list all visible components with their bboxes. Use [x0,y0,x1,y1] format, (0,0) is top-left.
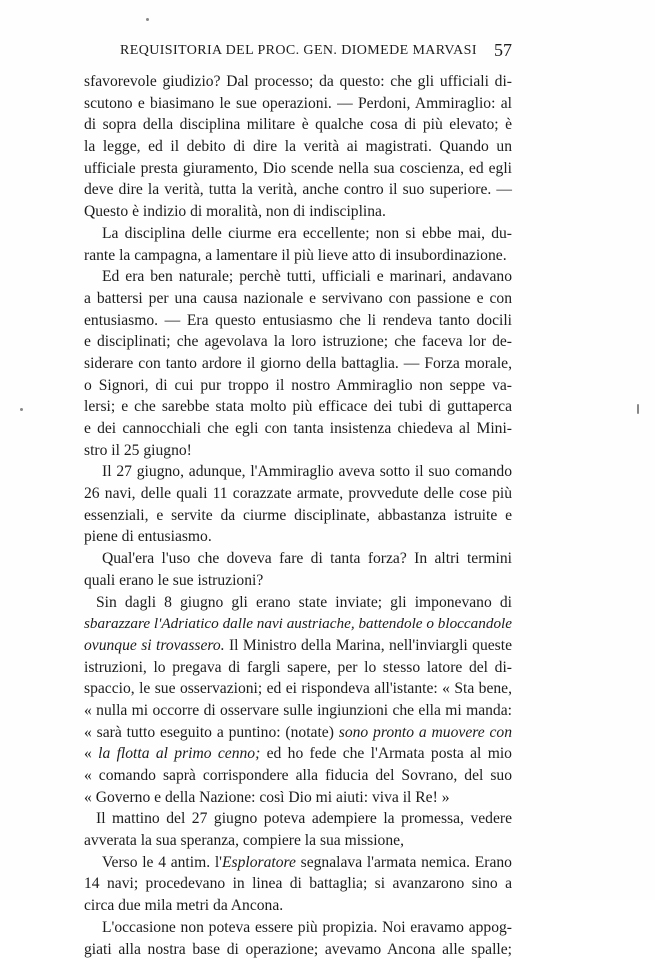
text-line-mixed [84,722,512,744]
scan-speck [20,408,23,411]
text-line: deve dire la verità, tutta la verità, anche contro il suo superiore. — [84,179,512,201]
roman-run: « [84,745,98,762]
text-line: Il 27 giugno, adunque, l'Ammiraglio aveva sotto il suo comando [84,461,512,483]
text-line: a battersi per una causa nazionale e servivano con passione e con [84,288,512,310]
text-line: sfavorevole giudizio? Dal processo; da questo: che gli ufficiali di- [84,71,512,93]
italic-run: sono pronto a muovere con [339,724,512,741]
text-line: stro il 25 giugno! [84,440,512,462]
text-line: La disciplina delle ciurme era eccellente; non si ebbe mai, du- [84,223,512,245]
text-line: la legge, ed il debito di dire la verità ai magistrati. Quando un [84,136,512,158]
italic-run: ovunque si trovassero. [84,637,225,654]
text-line: avverata la sua speranza, compiere la sua missione, [84,830,512,852]
text-line: lersi; e che sarebbe stata molto più efficace dei tubi di guttaperca [84,396,512,418]
text-line: di sopra della disciplina militare è qualche cosa di più elevato; è [84,114,512,136]
text-line: Il mattino del 27 giugno poteva adempiere la promessa, vedere [84,808,512,830]
text-line: Qual'era l'uso che doveva fare di tanta forza? In altri termini [84,548,512,570]
text-line: « comando saprà corrispondere alla fiducia del Sovrano, del suo [84,765,512,787]
page-number: 57 [494,40,512,61]
text-line: scutono e biasimano le sue operazioni. — Perdoni, Ammiraglio: al [84,93,512,115]
text-line-mixed [84,743,512,765]
text-body [84,71,512,960]
text-line: e disciplinati; che agevolava la loro istruzione; che faceva lor de- [84,331,512,353]
text-line: quali erano le sue istruzioni? [84,570,512,592]
text-line: spaccio, le sue osservazioni; ed ei rispondeva all'istante: « Sta bene, [84,678,512,700]
scan-speck [146,18,149,21]
text-line: essenziali, e servite da ciurme disciplinate, abbastanza istruite e [84,505,512,527]
running-head: REQUISITORIA DEL PROC. GEN. DIOMEDE MARVASI [120,43,477,59]
text-line-mixed [84,852,512,874]
text-line: istruzioni, lo pregava di fargli sapere, per lo stesso latore del di- [84,657,512,679]
text-line: Sin dagli 8 giugno gli erano state inviate; gli imponevano di [84,592,512,614]
text-line: entusiasmo. — Era questo entusiasmo che li rendeva tanto docili [84,310,512,332]
text-line: giati alla nostra base di operazione; avevamo Ancona alle spalle; [84,939,512,960]
text-line: circa due mila metri da Ancona. [84,895,512,917]
text-line: piene di entusiasmo. [84,526,512,548]
scan-speck [637,404,639,414]
text-line: ufficiale presta giuramento, Dio scende nella sua coscienza, ed egli [84,158,512,180]
page-header [84,40,512,62]
italic-run: la flotta al primo cenno; [98,745,260,762]
text-line-italic: sbarazzare l'Adriatico dalle navi austriache, battendole o bloccandole [84,613,512,635]
text-line: o Signori, di cui pur troppo il nostro Ammiraglio non seppe va- [84,375,512,397]
text-line-mixed [84,635,512,657]
roman-run: « sarà tutto eseguito a puntino: (notate) [84,724,339,741]
text-line: siderare con tanto ardore il giorno della battaglia. — Forza morale, [84,353,512,375]
text-line: e dei cannocchiali che egli con tanta insistenza chiedeva al Mini- [84,418,512,440]
roman-run: ed ho fede che l'Armata posta al mio [260,745,512,762]
italic-run: Esploratore [222,854,296,871]
text-line: rante la campagna, a lamentare il più lieve atto di insubordinazione. [84,245,512,267]
text-line: Ed era ben naturale; perchè tutti, ufficiali e marinari, andavano [84,266,512,288]
text-line: 14 navi; procedevano in linea di battaglia; si avanzarono sino a [84,873,512,895]
text-line: « Governo e della Nazione: così Dio mi aiuti: viva il Re! » [84,787,512,809]
text-line: Questo è indizio di moralità, non di indisciplina. [84,201,512,223]
roman-run: segnalava l'armata nemica. Erano [296,854,512,871]
roman-run: Verso le 4 antim. l' [102,854,222,871]
roman-run: Il Ministro della Marina, nell'inviargli queste [225,637,512,654]
text-line: L'occasione non poteva essere più propizia. Noi eravamo appog- [84,917,512,939]
text-line: « nulla mi occorre di osservare sulle ingiunzioni che ella mi manda: [84,700,512,722]
text-line: 26 navi, delle quali 11 corazzate armate, provvedute delle cose più [84,483,512,505]
